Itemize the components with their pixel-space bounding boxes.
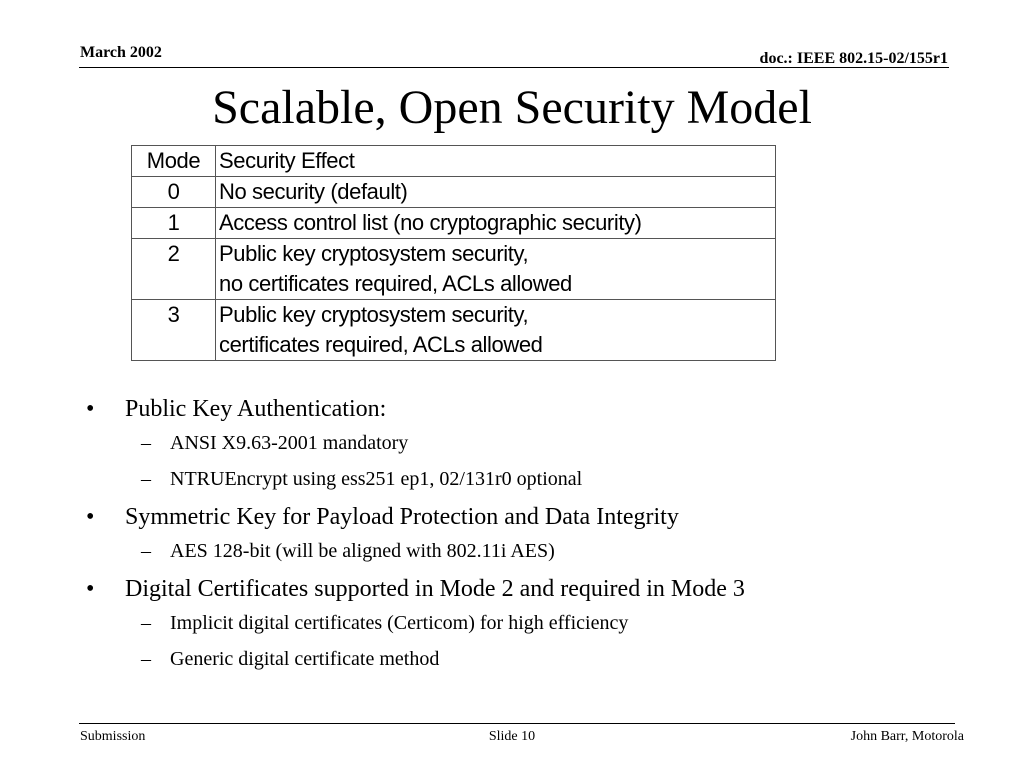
sub-bullet-item — [86, 609, 966, 637]
mode-cell: 1 — [132, 208, 216, 239]
bullet-mark: • — [86, 396, 95, 422]
bullet-mark: • — [86, 504, 95, 530]
effect-line: Access control list (no cryptographic security) — [219, 210, 642, 235]
footer-divider — [79, 723, 955, 724]
dash-mark: – — [141, 432, 151, 454]
table-row — [132, 177, 776, 208]
slide-title: Scalable, Open Security Model — [212, 81, 812, 134]
bullet-item — [86, 573, 966, 605]
header-date: March 2002 — [80, 44, 162, 61]
sub-bullet-text: Generic digital certificate method — [170, 648, 440, 670]
table-header-row — [132, 146, 776, 177]
mode-cell: 3 — [132, 300, 216, 361]
column-header-mode: Mode — [132, 146, 216, 177]
effect-line: Public key cryptosystem security, — [219, 241, 529, 266]
effect-cell — [216, 239, 776, 300]
bullet-item — [86, 393, 966, 425]
bullet-text: Symmetric Key for Payload Protection and Data Integrity — [125, 504, 679, 530]
header-doc-id: doc.: IEEE 802.15-02/155r1 — [759, 50, 948, 67]
bullet-text: Public Key Authentication: — [125, 396, 387, 422]
sub-bullet-text: AES 128-bit (will be aligned with 802.11i AES) — [170, 540, 555, 562]
effect-line: certificates required, ACLs allowed — [219, 332, 543, 357]
bullet-mark: • — [86, 576, 95, 602]
header-divider — [79, 67, 949, 68]
sub-bullet-text: ANSI X9.63-2001 mandatory — [170, 432, 409, 454]
table-row — [132, 300, 776, 361]
sub-bullet-item — [86, 465, 966, 493]
sub-bullet-text: Implicit digital certificates (Certicom) for high efficiency — [170, 612, 629, 634]
effect-line: no certificates required, ACLs allowed — [219, 271, 572, 296]
sub-bullet-item — [86, 537, 966, 565]
security-mode-table — [131, 145, 776, 361]
effect-cell — [216, 177, 776, 208]
mode-cell: 0 — [132, 177, 216, 208]
bullet-item — [86, 501, 966, 533]
dash-mark: – — [141, 648, 151, 670]
footer-author: John Barr, Motorola — [850, 729, 964, 744]
dash-mark: – — [141, 468, 151, 490]
effect-cell — [216, 208, 776, 239]
table-row — [132, 208, 776, 239]
dash-mark: – — [141, 612, 151, 634]
table-row — [132, 239, 776, 300]
effect-line: No security (default) — [219, 179, 408, 204]
sub-bullet-text: NTRUEncrypt using ess251 ep1, 02/131r0 optional — [170, 468, 583, 490]
effect-line: Public key cryptosystem security, — [219, 302, 529, 327]
effect-cell — [216, 300, 776, 361]
dash-mark: – — [141, 540, 151, 562]
sub-bullet-item — [86, 645, 966, 673]
bullet-text: Digital Certificates supported in Mode 2 and required in Mode 3 — [125, 576, 745, 602]
footer-submission: Submission — [80, 729, 146, 744]
bullet-list — [86, 393, 966, 681]
footer-slide-number: Slide 10 — [488, 729, 536, 744]
column-header-security-effect: Security Effect — [216, 146, 776, 177]
mode-cell: 2 — [132, 239, 216, 300]
sub-bullet-item — [86, 429, 966, 457]
